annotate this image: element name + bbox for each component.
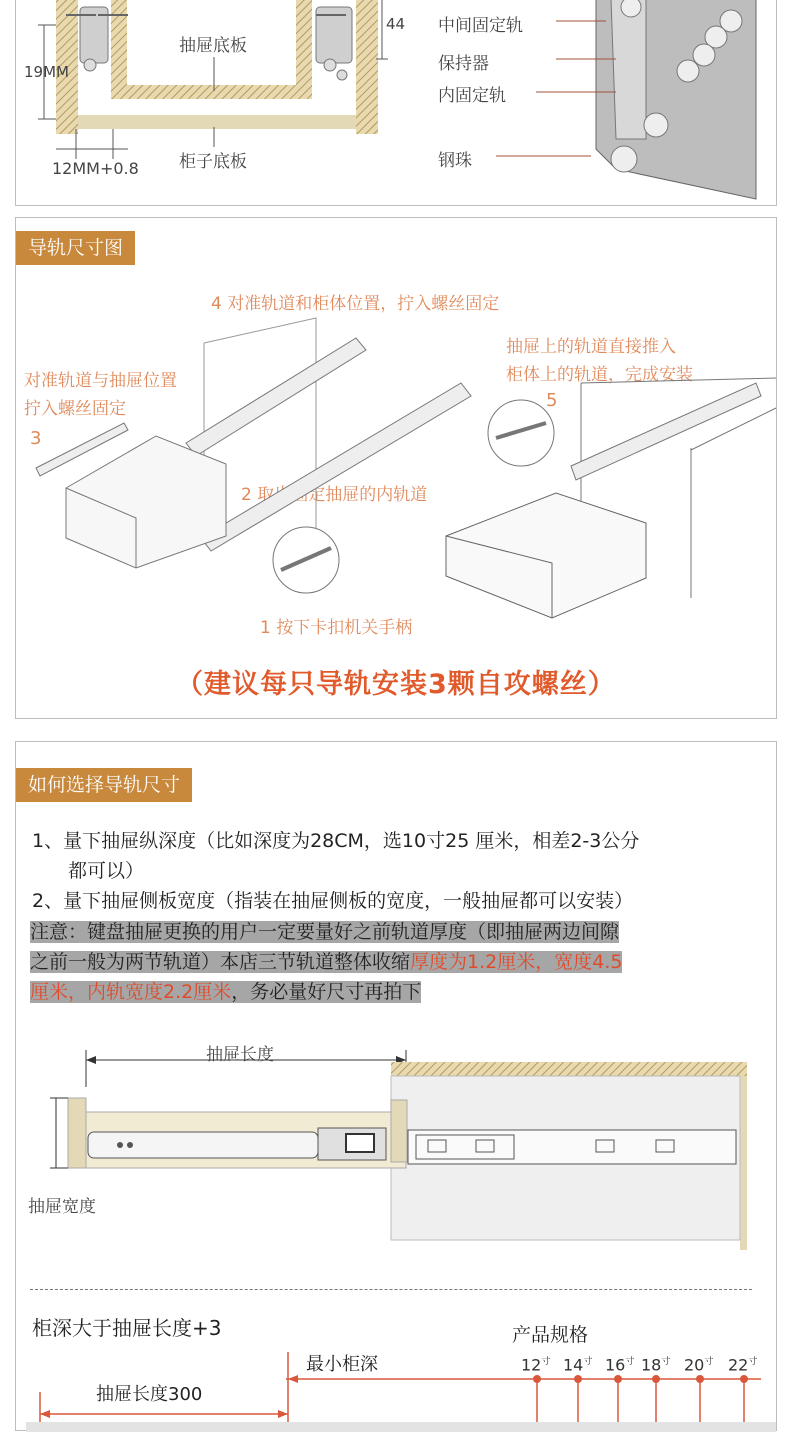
label-44: 44: [386, 15, 406, 33]
note-line1: [30, 917, 619, 947]
label-drawer-length: 抽屉长度: [206, 1045, 274, 1065]
note-text-3a: 厘米，内轨宽度2.2厘米: [30, 981, 232, 1003]
step5-text-1: 抽屉上的轨道直接推入: [506, 337, 676, 357]
instruction-line1b: 都可以）: [68, 860, 145, 882]
step5-text-2: 柜体上的轨道，完成安装: [506, 365, 693, 385]
step5-num: 5: [546, 390, 558, 411]
label-19mm: 19MM: [24, 63, 69, 81]
size-16-value: 16: [605, 1355, 626, 1375]
note-text-3b: ，务必量好尺寸再拍下: [231, 981, 422, 1003]
label-drawer-width: 抽屉宽度: [28, 1197, 96, 1217]
step3-text-2: 拧入螺丝固定: [24, 399, 126, 419]
spec-heading: 产品规格: [512, 1324, 589, 1346]
note-text-2b: 厚度为1.2厘米，宽度4.5: [410, 951, 623, 973]
choose-panel: [15, 741, 777, 1431]
label-drawer-bottom: 抽屉底板: [179, 36, 247, 56]
note-text-1: 注意：键盘抽屉更换的用户一定要量好之前轨道厚度（即抽屉两边间隙: [30, 921, 620, 943]
label-cabinet-bottom: 柜子底板: [179, 152, 247, 172]
label-inner-rail: 内固定轨: [438, 86, 506, 106]
size-12-value: 12: [521, 1355, 542, 1375]
drawer-len300-label: 抽屉长度300: [96, 1384, 203, 1405]
dashed-separator: [30, 1289, 752, 1290]
rail-size-diagram: [16, 1032, 778, 1252]
instruction-line1a: 1、量下抽屉纵深度（比如深度为28CM，选10寸25 厘米，相差2-3公分: [32, 830, 640, 852]
size-12-unit: 寸: [541, 1357, 551, 1367]
step1-text: 1 按下卡扣机关手柄: [260, 618, 413, 638]
screw-suggestion: （建议每只导轨安装3颗自攻螺丝）: [176, 669, 616, 700]
size-18-value: 18: [641, 1355, 662, 1375]
min-depth-label: 最小柜深: [306, 1354, 378, 1375]
top-panel: [15, 0, 777, 206]
size-14-value: 14: [563, 1355, 584, 1375]
step3-text-1: 对准轨道与抽屉位置: [24, 371, 177, 391]
size-20-value: 20: [684, 1355, 705, 1375]
label-retainer: 保持器: [438, 54, 489, 74]
size-16-unit: 寸: [625, 1357, 635, 1367]
install-illustration: [16, 218, 778, 638]
label-12mm: 12MM+0.8: [52, 159, 139, 178]
size-18-unit: 寸: [661, 1357, 671, 1367]
label-steel-ball: 钢珠: [438, 151, 472, 171]
step3-num: 3: [30, 428, 42, 449]
step2-text: 2 取出固定抽屉的内轨道: [241, 485, 428, 505]
size-14-unit: 寸: [583, 1357, 593, 1367]
choose-tag: 如何选择导轨尺寸: [16, 768, 192, 802]
size-22-unit: 寸: [748, 1357, 758, 1367]
label-middle-rail: 中间固定轨: [438, 16, 523, 36]
depth-scale: [16, 1342, 778, 1432]
note-line3: [30, 977, 421, 1007]
depth-heading: 柜深大于抽屉长度+3: [32, 1316, 222, 1340]
rail-leader-lines: [496, 0, 636, 204]
instruction-line2: 2、量下抽屉侧板宽度（指装在抽屉侧板的宽度，一般抽屉都可以安装）: [32, 890, 634, 912]
note-text-2a: 之前一般为两节轨道）本店三节轨道整体收缩: [30, 951, 411, 973]
install-panel: [15, 217, 777, 719]
step4-text: 4 对准轨道和柜体位置，拧入螺丝固定: [211, 294, 500, 314]
install-tag: 导轨尺寸图: [16, 231, 135, 265]
size-22-value: 22: [728, 1355, 749, 1375]
note-line2: [30, 947, 622, 977]
size-20-unit: 寸: [704, 1357, 714, 1367]
